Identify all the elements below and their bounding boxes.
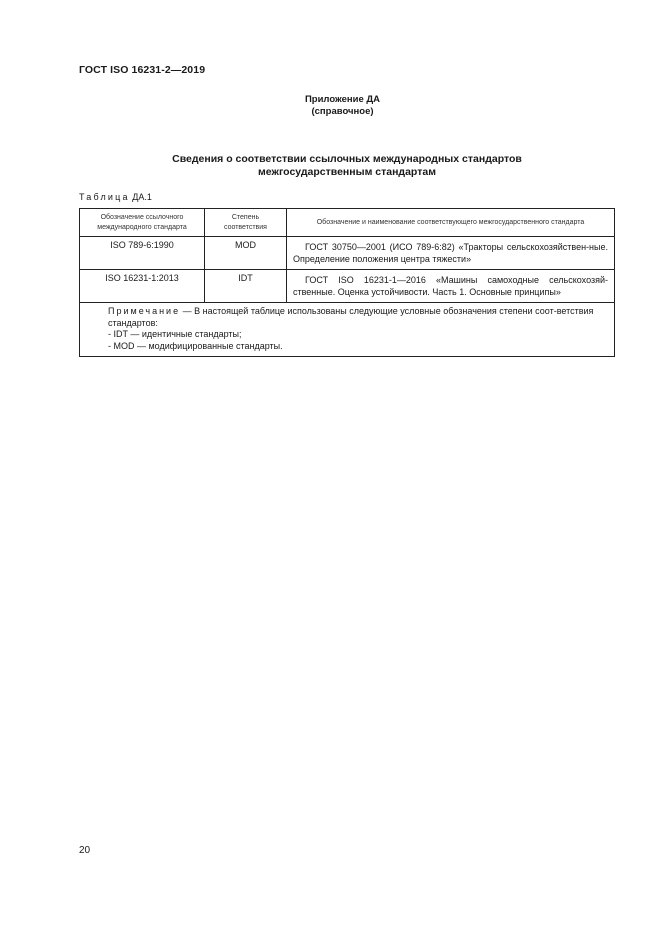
header-degree: Степень соответствия xyxy=(205,209,287,237)
appendix-title: Приложение ДА xyxy=(304,94,381,105)
cell-description xyxy=(287,237,615,270)
table-note xyxy=(80,303,615,357)
note-item: - IDT — идентичные стандарты; xyxy=(108,329,242,339)
appendix-subtitle: (справочное) xyxy=(311,106,374,117)
table-row xyxy=(80,270,615,303)
note-text: — В настоящей таблице использованы следующие условные обозначения степени соот-ветствия стандартов: xyxy=(108,306,594,328)
note-item: - MOD — модифицированные стандарты. xyxy=(108,340,283,351)
table-row xyxy=(80,237,615,270)
cell-description xyxy=(287,270,615,303)
cell-degree: MOD xyxy=(205,237,287,270)
table-header-row xyxy=(80,209,615,237)
cell-description-text: ГОСТ 30750—2001 (ИСО 789-6:82) «Тракторы сельскохозяйствен-ные. Определение положения центра тяжести» xyxy=(293,242,608,264)
compliance-table xyxy=(79,208,615,357)
section-title-line1: Сведения о соответствии ссылочных международных стандартов xyxy=(172,153,522,165)
document-code: ГОСТ ISO 16231-2—2019 xyxy=(79,64,206,76)
note-label: Примечание xyxy=(108,306,181,316)
header-interstate-standard: Обозначение и наименование соответствующего межгосударственного стандарта xyxy=(287,209,615,237)
cell-description-text: ГОСТ ISO 16231-1—2016 «Машины самоходные сельскохозяй-ственные. Оценка устойчивости. Часть 1. Основные принципы» xyxy=(293,275,608,297)
cell-degree: IDT xyxy=(205,270,287,303)
cell-standard: ISO 16231-1:2013 xyxy=(80,270,205,303)
table-caption xyxy=(79,192,152,202)
section-title-line2: межгосударственным стандартам xyxy=(258,166,436,178)
header-reference-standard: Обозначение ссылочного международного стандарта xyxy=(80,209,205,237)
table-note-row xyxy=(80,303,615,357)
table-caption-label: Таблица xyxy=(79,192,130,202)
page-number: 20 xyxy=(79,845,91,856)
section-title xyxy=(79,153,615,179)
note-lead xyxy=(86,306,608,329)
appendix-heading xyxy=(0,94,661,118)
cell-standard: ISO 789-6:1990 xyxy=(80,237,205,270)
table-caption-number: ДА.1 xyxy=(132,192,152,202)
